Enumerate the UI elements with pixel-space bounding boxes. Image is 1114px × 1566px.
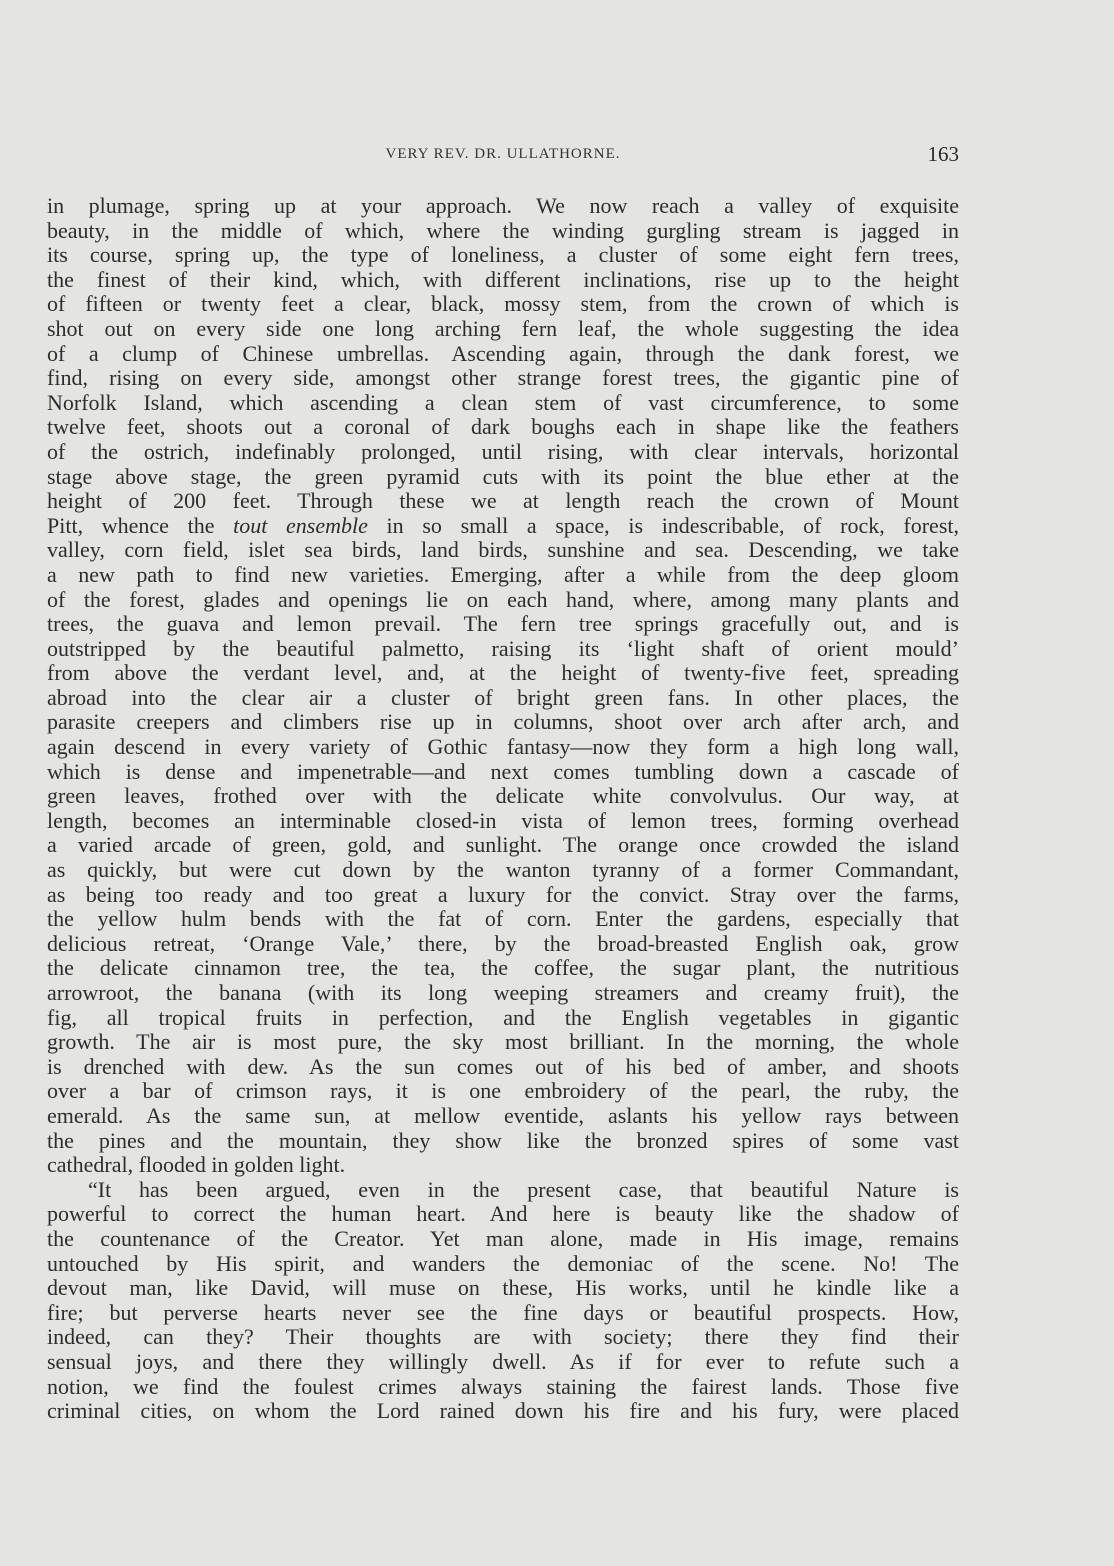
page-number: 163 xyxy=(927,142,959,166)
text-line: of the forest, glades and openings lie on each hand, where, among many plants and xyxy=(47,587,959,612)
text-line: criminal cities, on whom the Lord rained down his fire and his fury, were placed xyxy=(47,1399,959,1424)
text-line: in plumage, spring up at your approach. We now reach a valley of exquisite xyxy=(47,194,959,218)
text-line: valley, corn field, islet sea birds, land birds, sunshine and sea. Descending, we take xyxy=(47,538,959,563)
text-line: the countenance of the Creator. Yet man alone, made in His image, remains xyxy=(47,1226,959,1251)
text-line: Norfolk Island, which ascending a clean stem of vast circumference, to some xyxy=(47,390,959,415)
text-line: cathedral, flooded in golden light. xyxy=(47,1153,346,1178)
text-line: fig, all tropical fruits in perfection, and the English vegetables in gigantic xyxy=(47,1005,959,1030)
text-line: the pines and the mountain, they show like the bronzed spires of some vast xyxy=(47,1128,959,1153)
running-head xyxy=(47,142,959,172)
text-line: the yellow hulm bends with the fat of corn. Enter the gardens, especially that xyxy=(47,907,959,932)
text-line: parasite creepers and climbers rise up in columns, shoot over arch after arch, and xyxy=(47,710,959,735)
running-title: VERY REV. DR. ULLATHORNE. xyxy=(385,146,621,162)
text-line: indeed, can they? Their thoughts are with society; there they find their xyxy=(47,1325,959,1350)
text-line: of the ostrich, indefinably prolonged, until rising, with clear intervals, horizontal xyxy=(47,439,959,464)
text-line: again descend in every variety of Gothic fantasy—now they form a high long wall, xyxy=(47,735,959,760)
text-line: from above the verdant level, and, at the height of twenty-five feet, spreading xyxy=(47,661,959,686)
text-line: a new path to find new varieties. Emerging, after a while from the deep gloom xyxy=(47,562,959,587)
text-line: as quickly, but were cut down by the wanton tyranny of a former Commandant, xyxy=(47,858,959,883)
text-line: growth. The air is most pure, the sky most brilliant. In the morning, the whole xyxy=(47,1030,959,1055)
text-line: “It has been argued, even in the present case, that beautiful Nature is xyxy=(88,1177,959,1202)
text-line: outstripped by the beautiful palmetto, raising its ‘light shaft of orient mould’ xyxy=(47,636,959,661)
text-line: delicious retreat, ‘Orange Vale,’ there, by the broad-breasted English oak, grow xyxy=(47,931,959,956)
text-line: which is dense and impenetrable—and next comes tumbling down a cascade of xyxy=(47,759,959,784)
text-line: notion, we find the foulest crimes always staining the fairest lands. Those five xyxy=(47,1374,959,1399)
text-line: powerful to correct the human heart. And here is beauty like the shadow of xyxy=(47,1202,959,1227)
text-line: shot out on every side one long arching fern leaf, the whole suggesting the idea xyxy=(47,316,959,341)
text-line: its course, spring up, the type of loneliness, a cluster of some eight fern trees, xyxy=(47,243,959,268)
text-line: emerald. As the same sun, at mellow eventide, aslants his yellow rays between xyxy=(47,1103,959,1128)
text-line: twelve feet, shoots out a coronal of dark boughs each in shape like the feathers xyxy=(47,415,959,440)
text-line: arrowroot, the banana (with its long weeping streamers and creamy fruit), the xyxy=(47,981,959,1005)
text-line: over a bar of crimson rays, it is one embroidery of the pearl, the ruby, the xyxy=(47,1079,959,1104)
text-line: untouched by His spirit, and wanders the demoniac of the scene. No! The xyxy=(47,1251,959,1276)
text-line: length, becomes an interminable closed-in vista of lemon trees, forming overhead xyxy=(47,808,959,833)
text-line: of fifteen or twenty feet a clear, black, mossy stem, from the crown of which is xyxy=(47,292,959,317)
text-line: Pitt, whence the tout ensemble in so small a space, is indescribable, of rock, forest, xyxy=(47,513,959,538)
text-line: beauty, in the middle of which, where the winding gurgling stream is jagged in xyxy=(47,218,959,243)
text-line: devout man, like David, will muse on these, His works, until he kindle like a xyxy=(47,1276,959,1301)
text-line: height of 200 feet. Through these we at length reach the crown of Mount xyxy=(47,489,959,514)
body-text xyxy=(47,194,959,1424)
text-line: abroad into the clear air a cluster of bright green fans. In other places, the xyxy=(47,685,959,710)
text-line: sensual joys, and there they willingly dwell. As if for ever to refute such a xyxy=(47,1349,959,1374)
text-line: as being too ready and too great a luxury for the convict. Stray over the farms, xyxy=(47,882,959,907)
text-line: is drenched with dew. As the sun comes out of his bed of amber, and shoots xyxy=(47,1054,959,1079)
text-line: green leaves, frothed over with the delicate white convolvulus. Our way, at xyxy=(47,784,959,809)
text-line: the finest of their kind, which, with different inclinations, rise up to the height xyxy=(47,267,959,292)
text-line: fire; but perverse hearts never see the fine days or beautiful prospects. How, xyxy=(47,1300,959,1325)
text-line: find, rising on every side, amongst other strange forest trees, the gigantic pine of xyxy=(47,366,959,391)
text-line: a varied arcade of green, gold, and sunlight. The orange once crowded the island xyxy=(47,833,959,858)
text-line: the delicate cinnamon tree, the tea, the coffee, the sugar plant, the nutritious xyxy=(47,956,959,981)
text-line: stage above stage, the green pyramid cuts with its point the blue ether at the xyxy=(47,464,959,489)
text-line: trees, the guava and lemon prevail. The fern tree springs gracefully out, and is xyxy=(47,612,959,637)
text-line: of a clump of Chinese umbrellas. Ascending again, through the dank forest, we xyxy=(47,341,959,366)
